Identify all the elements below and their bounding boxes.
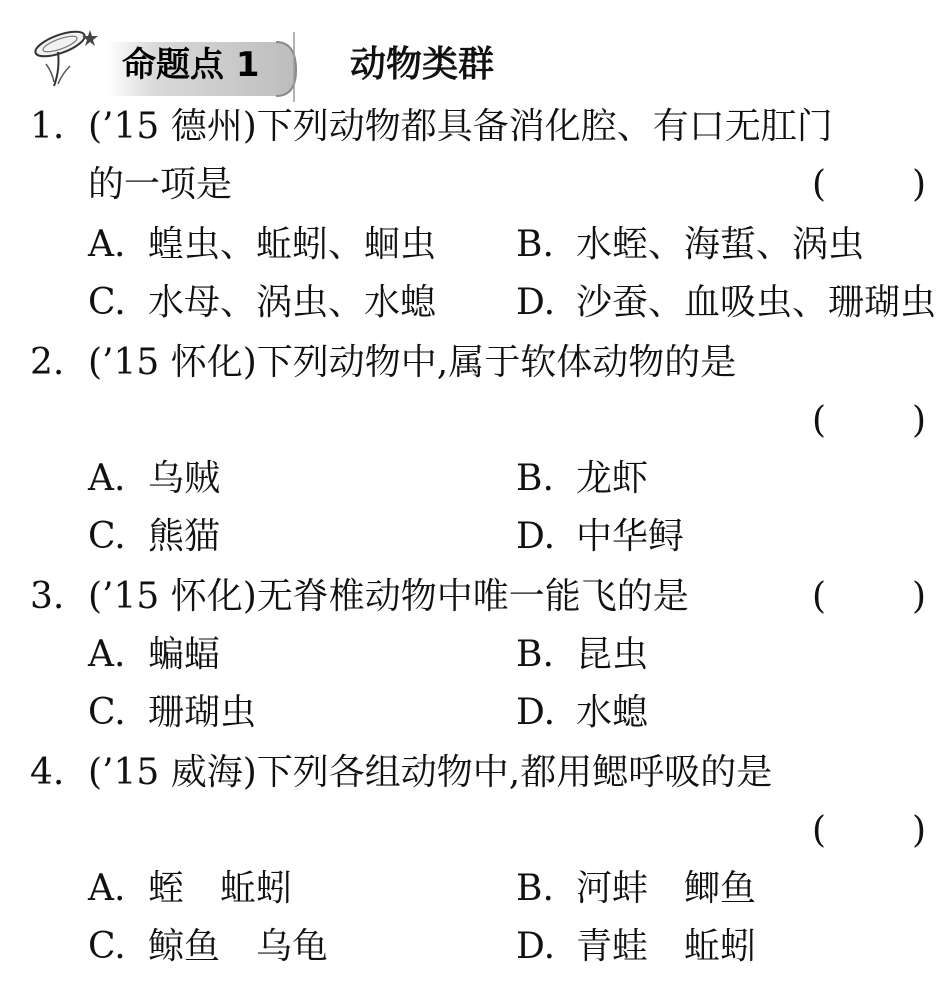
section-header <box>30 24 530 108</box>
option-text: 珊瑚虫 <box>148 692 257 733</box>
option-b <box>516 456 648 502</box>
flower-icon <box>30 26 110 98</box>
option-letter: D. <box>516 692 556 733</box>
option-text: 乌贼 <box>148 458 221 499</box>
topic-badge <box>30 30 298 102</box>
option-letter: D. <box>516 516 556 557</box>
option-text: 沙蚕、血吸虫、珊瑚虫 <box>576 282 937 323</box>
option-letter: C. <box>88 692 126 733</box>
badge-label: 命题点 1 <box>122 45 260 85</box>
paren-left: ( <box>812 164 827 205</box>
option-b <box>516 632 648 678</box>
question-number: 3. <box>30 576 65 617</box>
option-a <box>88 222 436 268</box>
option-letter: A. <box>88 634 126 675</box>
option-a <box>88 632 220 678</box>
paren-left: ( <box>812 400 827 441</box>
option-text: 水蛭、海蜇、涡虫 <box>576 224 865 265</box>
option-letter: B. <box>516 224 554 265</box>
paren-right: ) <box>912 810 927 851</box>
option-letter: B. <box>516 868 554 909</box>
option-text: 水螅 <box>576 692 649 733</box>
option-text: 蝗虫、蚯蚓、蛔虫 <box>148 224 437 265</box>
option-text: 中华鲟 <box>576 516 685 557</box>
option-d <box>516 690 648 736</box>
option-text: 熊猫 <box>148 516 221 557</box>
option-text: 蛭 蚯蚓 <box>148 868 293 909</box>
option-c <box>88 924 328 970</box>
option-c <box>88 280 436 326</box>
paren-left: ( <box>812 810 827 851</box>
option-b <box>516 866 756 912</box>
option-d <box>516 924 756 970</box>
question-text: (’15 怀化)下列动物中,属于软体动物的是 <box>88 342 737 383</box>
question-number: 4. <box>30 752 65 793</box>
question-text: (’15 德州)下列动物都具备消化腔、有口无肛门 <box>88 106 833 147</box>
option-c <box>88 690 256 736</box>
paren-left: ( <box>812 576 827 617</box>
option-text: 蝙蝠 <box>148 634 221 675</box>
section-title: 动物类群 <box>350 44 495 85</box>
option-letter: A. <box>88 458 126 499</box>
option-text: 河蚌 鲫鱼 <box>576 868 757 909</box>
option-a <box>88 866 292 912</box>
option-text: 水母、涡虫、水螅 <box>148 282 437 323</box>
option-a <box>88 456 220 502</box>
option-b <box>516 222 864 268</box>
option-letter: B. <box>516 634 554 675</box>
paren-right: ) <box>912 164 927 205</box>
paren-right: ) <box>912 400 927 441</box>
option-letter: C. <box>88 926 126 967</box>
option-letter: D. <box>516 926 556 967</box>
option-text: 青蛙 蚯蚓 <box>576 926 757 967</box>
option-d <box>516 514 684 560</box>
question-text: (’15 怀化)无脊椎动物中唯一能飞的是 <box>88 576 689 617</box>
option-letter: D. <box>516 282 556 323</box>
question-number: 2. <box>30 342 65 383</box>
paren-right: ) <box>912 576 927 617</box>
option-letter: A. <box>88 224 126 265</box>
option-text: 龙虾 <box>576 458 649 499</box>
option-text: 昆虫 <box>576 634 649 675</box>
option-letter: B. <box>516 458 554 499</box>
option-c <box>88 514 220 560</box>
question-text: (’15 威海)下列各组动物中,都用鳃呼吸的是 <box>88 752 773 793</box>
option-d <box>516 280 936 326</box>
option-letter: C. <box>88 282 126 323</box>
option-letter: A. <box>88 868 126 909</box>
option-text: 鲸鱼 乌龟 <box>148 926 329 967</box>
question-text-continued: 的一项是 <box>88 164 233 205</box>
question-number: 1. <box>30 106 65 147</box>
option-letter: C. <box>88 516 126 557</box>
